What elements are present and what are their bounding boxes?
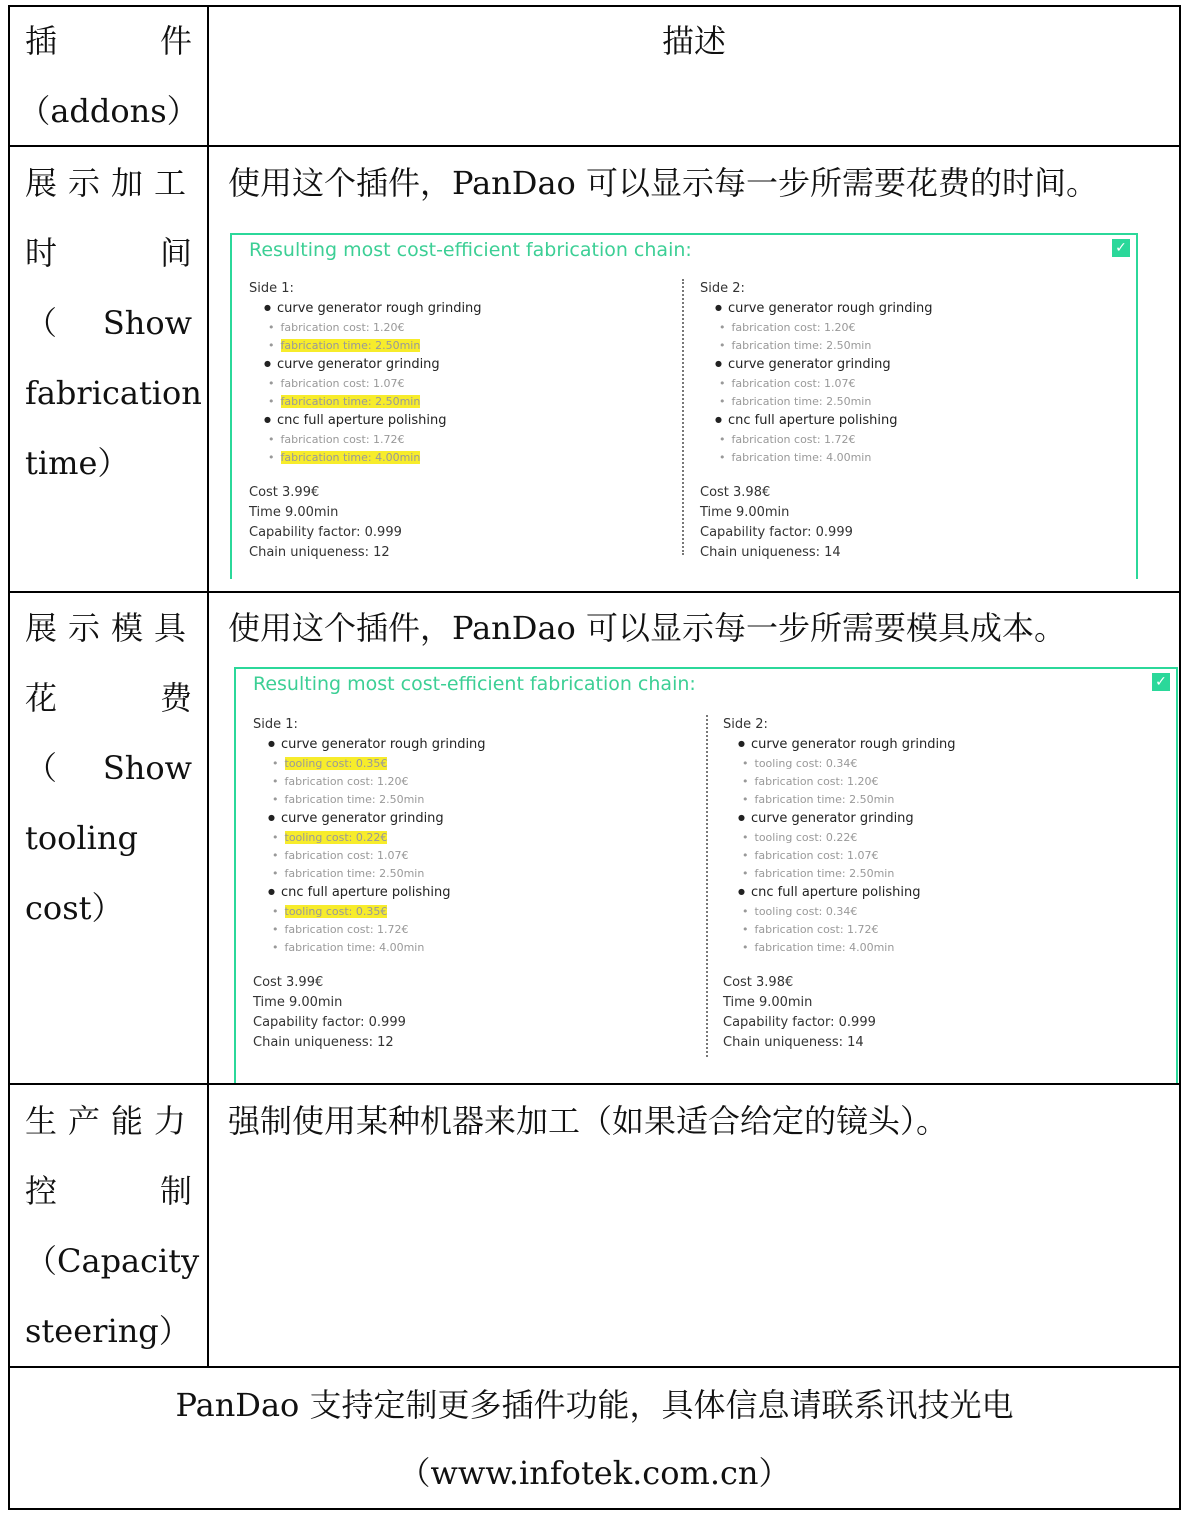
- highlighted-detail-text: tooling cost: 0.35€: [284, 757, 388, 770]
- collapse-check-icon[interactable]: ✓: [1152, 673, 1170, 691]
- spacer: [700, 467, 933, 483]
- detail-text: fabrication cost: 1.20€: [731, 321, 856, 334]
- chain-step: ● cnc full aperture polishing: [723, 883, 956, 903]
- step-detail: [253, 903, 486, 921]
- spacer: [253, 957, 486, 973]
- chain-step: ● curve generator grinding: [253, 809, 486, 829]
- highlighted-detail-text: fabrication time: 4.00min: [280, 451, 421, 464]
- detail-text: fabrication time: 2.50min: [754, 867, 895, 880]
- step-detail: [249, 319, 482, 337]
- summary-line: Cost 3.99€: [249, 485, 320, 500]
- detail-text: fabrication cost: 1.72€: [731, 433, 856, 446]
- chain-step: ● cnc full aperture polishing: [253, 883, 486, 903]
- detail-text: tooling cost: 0.22€: [754, 831, 858, 844]
- step-detail: [253, 847, 486, 865]
- step-detail: [700, 375, 933, 393]
- detail-text: fabrication time: 2.50min: [731, 339, 872, 352]
- summary-line: Chain uniqueness: 12: [249, 545, 390, 560]
- step-detail: [249, 337, 482, 355]
- detail-text: fabrication cost: 1.72€: [284, 923, 409, 936]
- detail-text: fabrication time: 2.50min: [284, 867, 425, 880]
- step-detail: [700, 431, 933, 449]
- step-detail: [723, 791, 956, 809]
- summary-line: Time 9.00min: [723, 995, 813, 1010]
- step-detail: [723, 829, 956, 847]
- panel-title: Resulting most cost-efficient fabrication chain:: [249, 239, 692, 261]
- label-line: [25, 1296, 192, 1366]
- step-detail: [723, 847, 956, 865]
- step-detail: [700, 337, 933, 355]
- row2-label: [25, 593, 198, 943]
- side-divider: [682, 279, 684, 555]
- side-1: [253, 715, 486, 1053]
- footer-website[interactable]: （www.infotek.com.cn）: [398, 1454, 791, 1492]
- chain-step: ● curve generator rough grinding: [723, 735, 956, 755]
- header-plugin-addons: （addons）: [18, 92, 199, 130]
- side-2: [700, 279, 933, 563]
- detail-text: fabrication cost: 1.07€: [280, 377, 405, 390]
- summary-line: Capability factor: 0.999: [723, 1015, 876, 1030]
- chain-step: ● curve generator grinding: [700, 355, 933, 375]
- summary-line: Time 9.00min: [249, 505, 339, 520]
- highlighted-detail-text: fabrication time: 2.50min: [280, 339, 421, 352]
- detail-text: fabrication cost: 1.20€: [280, 321, 405, 334]
- highlighted-detail-text: tooling cost: 0.22€: [284, 831, 388, 844]
- step-detail: [249, 431, 482, 449]
- label-line: [25, 733, 192, 803]
- summary-line: Cost 3.99€: [253, 975, 324, 990]
- label-text: time）: [25, 444, 130, 482]
- step-detail: [700, 319, 933, 337]
- detail-text: fabrication time: 2.50min: [754, 793, 895, 806]
- summary-line: Capability factor: 0.999: [249, 525, 402, 540]
- row2-description: 使用这个插件，PanDao 可以显示每一步所需要模具成本。: [228, 609, 1066, 647]
- header-plugin-char-2: 件: [159, 22, 192, 60]
- label-line: [25, 663, 192, 733]
- row2-panel: [234, 667, 1178, 1083]
- summary-line: Chain uniqueness: 12: [253, 1035, 394, 1050]
- step-detail: [249, 449, 482, 467]
- label-line: [25, 1226, 200, 1296]
- step-detail: [723, 865, 956, 883]
- summary-line: Time 9.00min: [700, 505, 790, 520]
- label-text: fabrication: [25, 374, 202, 412]
- chain-step: ● curve generator grinding: [723, 809, 956, 829]
- summary-line: Chain uniqueness: 14: [723, 1035, 864, 1050]
- chain-step: ● curve generator rough grinding: [253, 735, 486, 755]
- summary-line: Time 9.00min: [253, 995, 343, 1010]
- row1-panel: [230, 233, 1138, 579]
- step-detail: [253, 921, 486, 939]
- label-text: （: [25, 749, 58, 787]
- label-line: [25, 593, 198, 663]
- label-text: 展示加工: [25, 164, 198, 202]
- spacer: [249, 467, 482, 483]
- step-detail: [253, 865, 486, 883]
- step-detail: [700, 449, 933, 467]
- label-text: steering）: [25, 1312, 191, 1350]
- step-detail: [253, 791, 486, 809]
- step-detail: [253, 939, 486, 957]
- detail-text: fabrication cost: 1.07€: [284, 849, 409, 862]
- header-description: 描述: [661, 22, 726, 60]
- summary-line: Cost 3.98€: [700, 485, 771, 500]
- detail-text: fabrication time: 4.00min: [754, 941, 895, 954]
- header-plugin-cell: [18, 6, 199, 146]
- step-detail: [253, 755, 486, 773]
- row3-description: 强制使用某种机器来加工（如果适合给定的镜头）。: [228, 1102, 949, 1140]
- detail-text: fabrication time: 2.50min: [731, 395, 872, 408]
- row1-description: 使用这个插件，PanDao 可以显示每一步所需要花费的时间。: [228, 164, 1098, 202]
- step-detail: [723, 903, 956, 921]
- label-text: （Capacity: [25, 1242, 200, 1280]
- label-text: 花: [25, 679, 58, 717]
- detail-text: fabrication cost: 1.72€: [280, 433, 405, 446]
- label-line: [25, 218, 192, 288]
- detail-text: fabrication time: 2.50min: [284, 793, 425, 806]
- detail-text: tooling cost: 0.34€: [754, 757, 858, 770]
- label-line: [25, 1086, 198, 1156]
- step-detail: [253, 829, 486, 847]
- step-detail: [253, 773, 486, 791]
- chain-step: ● cnc full aperture polishing: [700, 411, 933, 431]
- detail-text: tooling cost: 0.34€: [754, 905, 858, 918]
- label-line: [25, 358, 202, 428]
- side-1: [249, 279, 482, 563]
- detail-text: fabrication cost: 1.07€: [754, 849, 879, 862]
- footer-line-1: PanDao 支持定制更多插件功能，具体信息请联系讯技光电: [175, 1386, 1014, 1424]
- step-detail: [249, 375, 482, 393]
- step-detail: [700, 393, 933, 411]
- step-detail: [249, 393, 482, 411]
- highlighted-detail-text: tooling cost: 0.35€: [284, 905, 388, 918]
- detail-text: fabrication cost: 1.72€: [754, 923, 879, 936]
- detail-text: fabrication time: 4.00min: [284, 941, 425, 954]
- step-detail: [723, 921, 956, 939]
- side-header: Side 1:: [249, 281, 294, 296]
- header-plugin-char-1: 插: [25, 22, 58, 60]
- detail-text: fabrication cost: 1.20€: [754, 775, 879, 788]
- label-text: （: [25, 304, 58, 342]
- label-text: 生产能力: [25, 1102, 198, 1140]
- label-line: [25, 148, 198, 218]
- chain-step: ● curve generator rough grinding: [700, 299, 933, 319]
- label-line: [25, 428, 192, 498]
- step-detail: [723, 755, 956, 773]
- spacer: [723, 957, 956, 973]
- label-text: 时: [25, 234, 58, 272]
- step-detail: [723, 939, 956, 957]
- collapse-check-icon[interactable]: ✓: [1112, 239, 1130, 257]
- label-text: 制: [159, 1172, 192, 1210]
- row3-label: [25, 1086, 200, 1366]
- label-text: tooling: [25, 819, 138, 857]
- highlighted-detail-text: fabrication time: 2.50min: [280, 395, 421, 408]
- row1-label: [25, 148, 202, 498]
- label-line: [25, 873, 192, 943]
- side-divider: [706, 715, 708, 1057]
- chain-step: ● cnc full aperture polishing: [249, 411, 482, 431]
- detail-text: fabrication cost: 1.20€: [284, 775, 409, 788]
- step-detail: [723, 773, 956, 791]
- label-text: Show: [102, 749, 192, 787]
- side-header: Side 1:: [253, 717, 298, 732]
- detail-text: fabrication time: 4.00min: [731, 451, 872, 464]
- label-text: 费: [159, 679, 192, 717]
- label-line: [25, 1156, 192, 1226]
- side-header: Side 2:: [700, 281, 745, 296]
- label-text: 展示模具: [25, 609, 198, 647]
- chain-step: ● curve generator grinding: [249, 355, 482, 375]
- label-text: Show: [102, 304, 192, 342]
- side-header: Side 2:: [723, 717, 768, 732]
- side-2: [723, 715, 956, 1053]
- label-line: [25, 288, 192, 358]
- panel-title: Resulting most cost-efficient fabrication chain:: [253, 673, 696, 695]
- label-text: 间: [159, 234, 192, 272]
- label-line: [25, 803, 192, 873]
- summary-line: Cost 3.98€: [723, 975, 794, 990]
- summary-line: Capability factor: 0.999: [253, 1015, 406, 1030]
- label-text: 控: [25, 1172, 58, 1210]
- chain-step: ● curve generator rough grinding: [249, 299, 482, 319]
- detail-text: fabrication cost: 1.07€: [731, 377, 856, 390]
- label-text: cost）: [25, 889, 124, 927]
- summary-line: Chain uniqueness: 14: [700, 545, 841, 560]
- summary-line: Capability factor: 0.999: [700, 525, 853, 540]
